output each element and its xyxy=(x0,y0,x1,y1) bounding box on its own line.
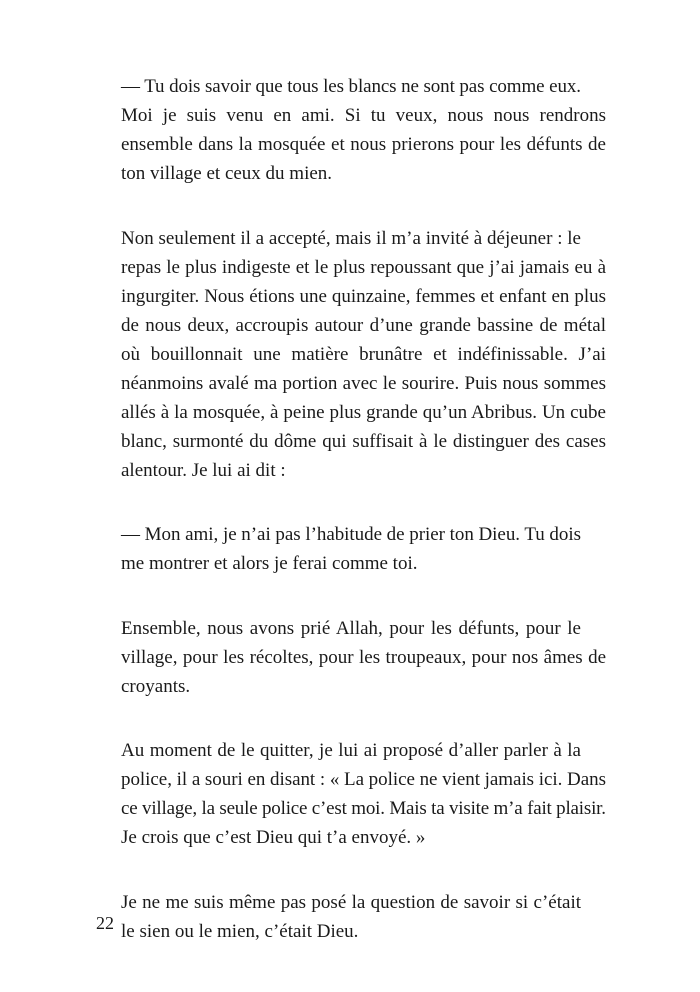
text-line: Je ne me suis même pas posé la question de savoir si c’était xyxy=(121,891,581,913)
text-line: — Mon ami, je n’ai pas l’habitude de prier ton Dieu. Tu dois xyxy=(121,524,581,545)
text-line: néanmoins avalé ma portion avec le sourire. Puis nous sommes xyxy=(121,372,606,394)
text-line: ingurgiter. Nous étions une quinzaine, femmes et enfant en plus xyxy=(121,285,606,307)
text-line: me montrer et alors je ferai comme toi. xyxy=(121,553,418,574)
paragraph-2 xyxy=(96,224,606,485)
text-line: de nous deux, accroupis autour d’une grande bassine de métal xyxy=(121,314,606,336)
text-line: blanc, surmonté du dôme qui suffisait à le distinguer des cases xyxy=(121,430,606,452)
paragraph-1 xyxy=(96,72,606,188)
text-line: Moi je suis venu en ami. Si tu veux, nous nous rendrons xyxy=(121,105,606,126)
text-line: village, pour les récoltes, pour les troupeaux, pour nos âmes de xyxy=(121,646,606,668)
text-line: Non seulement il a accepté, mais il m’a invité à déjeuner : le xyxy=(121,227,581,249)
text-line: ensemble dans la mosquée et nous prierons pour les défunts de xyxy=(121,134,606,155)
text-line: où bouillonnait une matière brunâtre et indéfinissable. J’ai xyxy=(121,343,606,365)
text-line: allés à la mosquée, à peine plus grande qu’un Abribus. Un cube xyxy=(121,401,606,423)
text-line: Au moment de le quitter, je lui ai proposé d’aller parler à la xyxy=(121,740,581,761)
paragraph-6 xyxy=(96,888,606,946)
page-number: 22 xyxy=(96,913,114,933)
text-line: Ensemble, nous avons prié Allah, pour les défunts, pour le xyxy=(121,617,581,639)
text-line: police, il a souri en disant : « La police ne vient jamais ici. Dans xyxy=(121,769,606,790)
text-line: croyants. xyxy=(121,675,191,697)
text-line: alentour. Je lui ai dit : xyxy=(121,459,286,481)
paragraph-4 xyxy=(96,614,606,701)
text-line: le sien ou le mien, c’était Dieu. xyxy=(121,920,359,942)
text-line: ce village, la seule police c’est moi. Mais ta visite m’a fait plaisir. xyxy=(121,798,606,819)
paragraph-5 xyxy=(96,736,606,852)
text-line: — Tu dois savoir que tous les blancs ne sont pas comme eux. xyxy=(121,76,581,97)
paragraph-3 xyxy=(96,520,606,578)
text-line: Je crois que c’est Dieu qui t’a envoyé. » xyxy=(121,827,426,848)
text-line: repas le plus indigeste et le plus repoussant que j’ai jamais eu à xyxy=(121,256,606,278)
page-body xyxy=(96,72,606,952)
text-line: ton village et ceux du mien. xyxy=(121,163,333,184)
